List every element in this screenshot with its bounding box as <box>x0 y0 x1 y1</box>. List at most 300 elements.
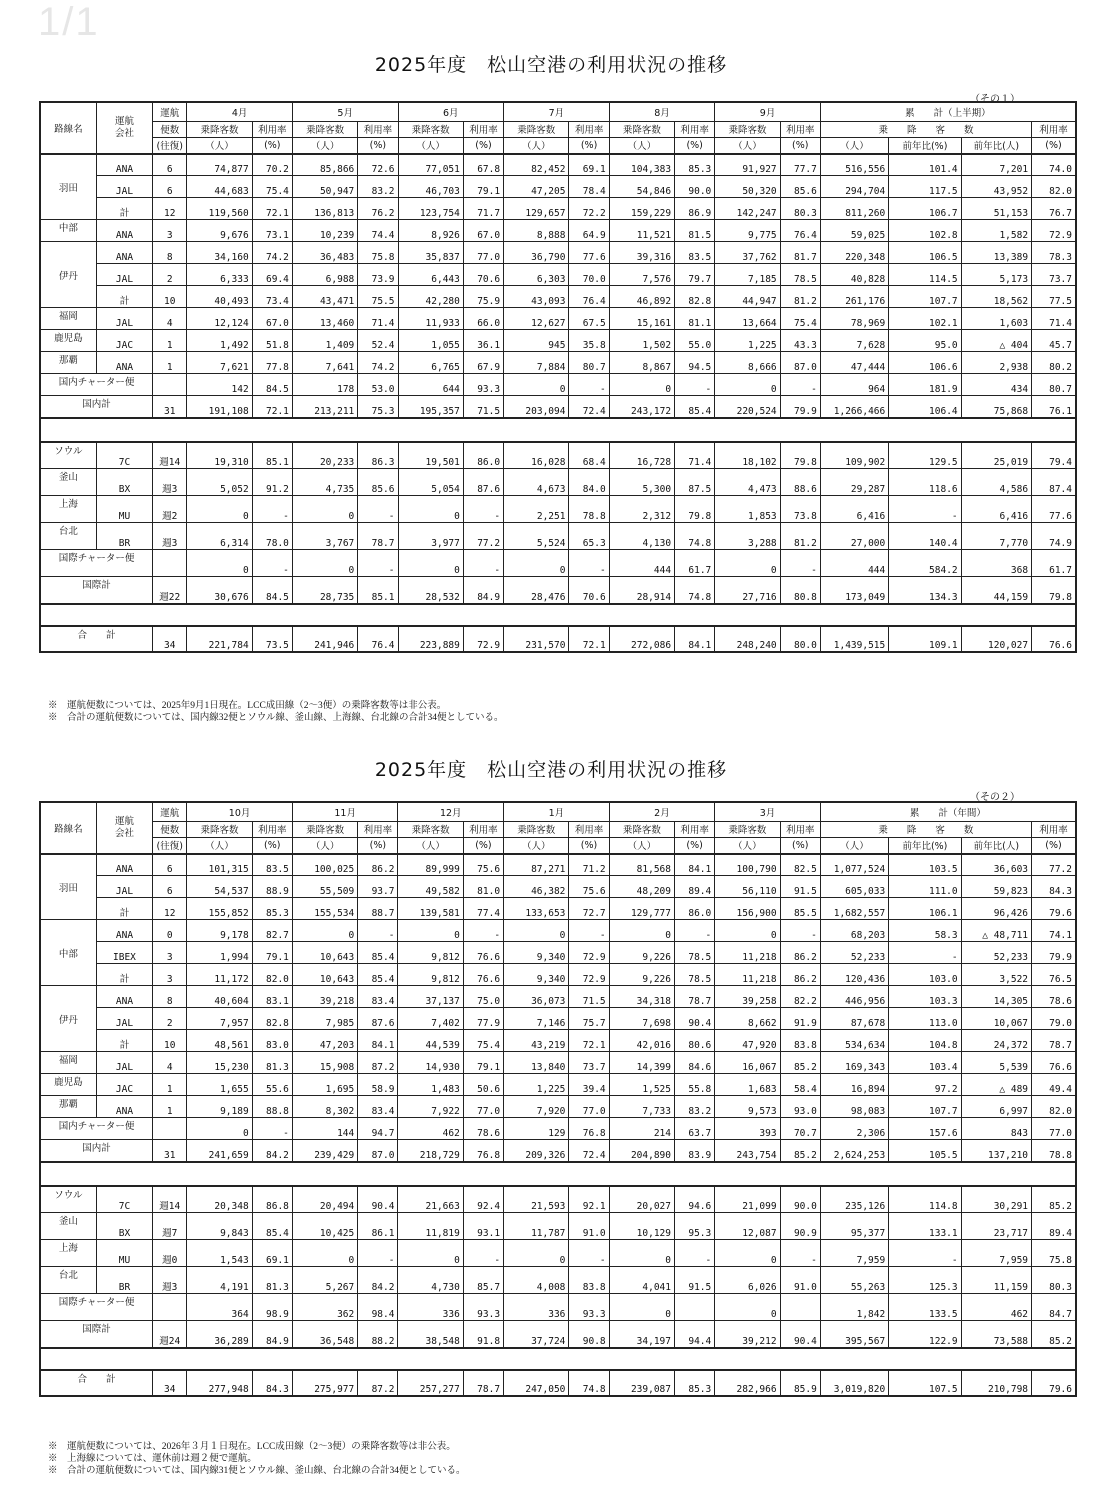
data-cell: 75.6 <box>463 854 503 876</box>
data-cell: 10,643 <box>292 942 357 964</box>
carrier-code: JAC <box>96 330 152 352</box>
carrier-code: JAL <box>96 876 152 898</box>
row-label: 国際計 <box>40 577 153 604</box>
table-row <box>40 469 1076 496</box>
data-cell: 77.0 <box>569 1096 609 1118</box>
data-cell: 9,812 <box>398 942 463 964</box>
header-pax: 乗降客数 <box>609 121 674 137</box>
data-cell: 272,086 <box>609 626 674 652</box>
table-row <box>40 442 1076 469</box>
data-cell: 1,483 <box>398 1074 463 1096</box>
data-cell: 39,316 <box>609 242 674 264</box>
data-cell: 13,840 <box>504 1052 569 1074</box>
carrier-code: ANA <box>96 220 152 242</box>
table-row-dom_charter <box>40 1118 1076 1140</box>
table-row <box>40 176 1076 198</box>
data-cell: 79.9 <box>1032 942 1076 964</box>
data-cell: 395,567 <box>820 1321 888 1348</box>
data-cell: 103.4 <box>889 1052 961 1074</box>
spacer-cell <box>569 1348 609 1370</box>
spacer-cell <box>675 418 715 442</box>
route-name: 中部 <box>40 920 96 986</box>
data-cell: 88.6 <box>780 469 820 496</box>
data-cell: 85.2 <box>1032 1321 1076 1348</box>
data-cell: 47,920 <box>715 1030 780 1052</box>
data-cell: 139,581 <box>398 898 463 920</box>
data-cell: 0 <box>715 550 780 577</box>
data-cell: 49.4 <box>1032 1074 1076 1096</box>
data-cell: 70.6 <box>463 264 503 286</box>
data-cell: 73.8 <box>780 496 820 523</box>
data-cell: 0 <box>609 1240 674 1267</box>
data-cell: 11,819 <box>398 1213 463 1240</box>
header-pax-unit: （人） <box>398 137 463 154</box>
data-cell: 75.4 <box>252 176 292 198</box>
data-cell: 0 <box>398 496 463 523</box>
header-flights-3: (往復) <box>153 837 187 854</box>
header-flights-3: (往復) <box>153 137 187 154</box>
route-name: 那覇 <box>40 352 96 374</box>
data-cell: 79.4 <box>1032 442 1076 469</box>
spacer-cell <box>463 604 503 626</box>
header-pax-unit: （人） <box>292 837 357 854</box>
data-cell: 92.4 <box>463 1186 503 1213</box>
data-cell: - <box>889 942 961 964</box>
data-cell: 13,389 <box>961 242 1031 264</box>
data-cell: 67.9 <box>463 352 503 374</box>
data-cell: 39.4 <box>569 1074 609 1096</box>
data-cell: 243,754 <box>715 1140 780 1162</box>
spacer-cell <box>609 418 674 442</box>
data-cell: 7,201 <box>961 154 1031 176</box>
data-cell: 275,977 <box>292 1370 357 1396</box>
data-cell: 155,534 <box>292 898 357 920</box>
data-cell: 2,624,253 <box>820 1140 888 1162</box>
table-row <box>40 942 1076 964</box>
data-cell: 46,892 <box>609 286 674 308</box>
flight-count: 週24 <box>153 1321 187 1348</box>
header-flights-2: 便数 <box>153 821 187 837</box>
data-cell: 87.2 <box>358 1370 398 1396</box>
data-cell: 74.1 <box>1032 920 1076 942</box>
data-cell: 25,019 <box>961 442 1031 469</box>
data-cell: 85.5 <box>780 898 820 920</box>
data-cell: - <box>569 550 609 577</box>
data-cell: 72.9 <box>463 626 503 652</box>
carrier-code: MU <box>96 1240 152 1267</box>
data-cell: 4,730 <box>398 1267 463 1294</box>
data-cell: 76.8 <box>569 1118 609 1140</box>
data-cell: 6,314 <box>187 523 252 550</box>
data-cell: 34,160 <box>187 242 252 264</box>
data-cell: 36,790 <box>504 242 569 264</box>
carrier-code: JAL <box>96 1052 152 1074</box>
route-name: 福岡 <box>40 308 96 330</box>
data-cell: 38,548 <box>398 1321 463 1348</box>
data-cell: 67.8 <box>463 154 503 176</box>
table-row <box>40 264 1076 286</box>
data-cell: 28,914 <box>609 577 674 604</box>
data-cell: 37,137 <box>398 986 463 1008</box>
header-diff: 前年比(人) <box>961 837 1031 854</box>
carrier-code: BR <box>96 1267 152 1294</box>
data-cell: 0 <box>715 1294 780 1321</box>
data-cell: 85.2 <box>780 1052 820 1074</box>
data-cell: 16,728 <box>609 442 674 469</box>
header-pax-unit: （人） <box>187 837 252 854</box>
data-cell: 7,185 <box>715 264 780 286</box>
data-cell: 103.3 <box>889 986 961 1008</box>
header-month: 12月 <box>398 802 504 821</box>
data-cell: 0 <box>504 374 569 396</box>
data-cell: 74.8 <box>675 523 715 550</box>
data-cell: 1,683 <box>715 1074 780 1096</box>
data-cell: 1,655 <box>187 1074 252 1096</box>
header-cum-pax-unit: （人） <box>820 137 888 154</box>
data-cell: 78.4 <box>569 176 609 198</box>
data-cell: 87,271 <box>504 854 569 876</box>
data-cell: 102.8 <box>889 220 961 242</box>
route-name: 釜山 <box>40 1213 96 1240</box>
data-cell: 90.0 <box>675 176 715 198</box>
spacer-cell <box>609 1162 674 1186</box>
data-cell: 4,191 <box>187 1267 252 1294</box>
data-cell: 72.6 <box>358 154 398 176</box>
route-name: 中部 <box>40 220 96 242</box>
carrier-code: ANA <box>96 242 152 264</box>
data-cell: 80.2 <box>1032 352 1076 374</box>
data-cell: - <box>569 920 609 942</box>
data-cell: 20,348 <box>187 1186 252 1213</box>
data-cell: 79.8 <box>780 442 820 469</box>
data-cell: 7,698 <box>609 1008 674 1030</box>
header-rate-unit: (%) <box>569 137 609 154</box>
table-title: 2025年度 松山空港の利用状況の推移 <box>374 54 728 76</box>
data-cell: 78.6 <box>1032 986 1076 1008</box>
data-cell: - <box>569 374 609 396</box>
spacer-cell <box>1032 418 1076 442</box>
data-cell: 7,733 <box>609 1096 674 1118</box>
data-cell: 220,524 <box>715 396 780 418</box>
header-yoy: 前年比(%) <box>889 837 961 854</box>
carrier-code: JAC <box>96 1074 152 1096</box>
data-cell: 50,320 <box>715 176 780 198</box>
data-cell: 0 <box>609 920 674 942</box>
data-cell: 248,240 <box>715 626 780 652</box>
data-cell: 11,521 <box>609 220 674 242</box>
data-cell: 37,762 <box>715 242 780 264</box>
spacer-cell <box>715 418 780 442</box>
data-cell: 0 <box>292 1240 357 1267</box>
table-row <box>40 1052 1076 1074</box>
data-cell: 59,823 <box>961 876 1031 898</box>
table-row <box>40 920 1076 942</box>
data-cell: 0 <box>187 496 252 523</box>
header-pax: 乗降客数 <box>504 121 569 137</box>
data-cell: 277,948 <box>187 1370 252 1396</box>
table-row <box>40 964 1076 986</box>
data-cell: 159,229 <box>609 198 674 220</box>
data-cell: 4,473 <box>715 469 780 496</box>
flight-count: 3 <box>153 220 187 242</box>
data-cell: 97.2 <box>889 1074 961 1096</box>
data-cell: 71.2 <box>569 854 609 876</box>
data-cell: 100,025 <box>292 854 357 876</box>
data-cell: 76.4 <box>358 626 398 652</box>
data-cell: 8,888 <box>504 220 569 242</box>
data-cell: 42,016 <box>609 1030 674 1052</box>
data-cell: 11,933 <box>398 308 463 330</box>
data-cell: 195,357 <box>398 396 463 418</box>
header-carrier: 運航 会社 <box>96 802 152 854</box>
data-cell: 125.3 <box>889 1267 961 1294</box>
table-row-dom_total <box>40 1140 1076 1162</box>
data-cell: 0 <box>609 374 674 396</box>
spacer-cell <box>292 1162 357 1186</box>
data-cell: 50.6 <box>463 1074 503 1096</box>
data-cell: 364 <box>187 1294 252 1321</box>
data-cell: 47,444 <box>820 352 888 374</box>
data-cell: △ 48,711 <box>961 920 1031 942</box>
data-cell: - <box>569 1240 609 1267</box>
carrier-code: ANA <box>96 920 152 942</box>
data-cell: 76.4 <box>780 220 820 242</box>
flight-count: 週3 <box>153 523 187 550</box>
data-cell: 90.4 <box>358 1186 398 1213</box>
data-cell: 82.0 <box>1032 176 1076 198</box>
data-cell: 43,952 <box>961 176 1031 198</box>
table-row-intl_charter <box>40 1294 1076 1321</box>
spacer-cell <box>820 1162 888 1186</box>
data-cell: 24,372 <box>961 1030 1031 1052</box>
data-cell: 84.1 <box>675 854 715 876</box>
data-cell: 191,108 <box>187 396 252 418</box>
data-cell: 44,159 <box>961 577 1031 604</box>
data-cell: 111.0 <box>889 876 961 898</box>
header-cum-pax: 乗 降 客 数 <box>820 821 1031 837</box>
spacer-cell <box>961 1348 1031 1370</box>
header-rate: 利用率 <box>252 121 292 137</box>
data-cell: 74.0 <box>1032 154 1076 176</box>
data-cell: 21,663 <box>398 1186 463 1213</box>
data-cell: 72.4 <box>569 1140 609 1162</box>
header-rate: 利用率 <box>463 821 503 837</box>
data-cell: 101,315 <box>187 854 252 876</box>
flight-count: 3 <box>153 942 187 964</box>
data-cell: 76.1 <box>1032 396 1076 418</box>
traffic-table <box>39 801 1077 1397</box>
data-cell: 84.7 <box>1032 1294 1076 1321</box>
data-cell: 94.6 <box>675 1186 715 1213</box>
data-cell: 35,837 <box>398 242 463 264</box>
data-cell: 9,340 <box>504 964 569 986</box>
data-cell: 84.9 <box>252 1321 292 1348</box>
data-cell: 67.0 <box>463 220 503 242</box>
flight-count: 週14 <box>153 442 187 469</box>
data-cell: 84.9 <box>463 577 503 604</box>
data-cell: 0 <box>715 1240 780 1267</box>
header-rate-unit: (%) <box>463 137 503 154</box>
data-cell: 80.0 <box>780 626 820 652</box>
data-cell: 294,704 <box>820 176 888 198</box>
route-name: 上海 <box>40 1240 96 1267</box>
data-cell: 9,226 <box>609 942 674 964</box>
flight-count: 34 <box>153 626 187 652</box>
data-cell: - <box>463 496 503 523</box>
header-rate-unit: (%) <box>358 137 398 154</box>
table-row <box>40 1186 1076 1213</box>
data-cell: 77.8 <box>252 352 292 374</box>
data-cell: 75.8 <box>358 242 398 264</box>
data-cell: 129.5 <box>889 442 961 469</box>
data-cell: 71.5 <box>463 396 503 418</box>
flight-count: 週7 <box>153 1213 187 1240</box>
row-label: 合 計 <box>40 626 153 652</box>
data-cell: 8,302 <box>292 1096 357 1118</box>
header-cumulative: 累 計（上半期） <box>820 102 1076 121</box>
data-cell: 76.5 <box>1032 964 1076 986</box>
table-row <box>40 198 1076 220</box>
data-cell: 204,890 <box>609 1140 674 1162</box>
header-rate-unit: (%) <box>675 137 715 154</box>
data-cell: 85.2 <box>1032 1186 1076 1213</box>
header-month: 1月 <box>504 802 610 821</box>
carrier-code: 計 <box>96 198 152 220</box>
spacer-row <box>40 1162 1076 1186</box>
data-cell <box>780 1294 820 1321</box>
header-pax-unit: （人） <box>609 837 674 854</box>
header-cum-rate: 利用率 <box>1032 821 1076 837</box>
spacer-cell <box>889 418 961 442</box>
data-cell: 12,627 <box>504 308 569 330</box>
data-cell: 1,603 <box>961 308 1031 330</box>
flight-count: 8 <box>153 986 187 1008</box>
carrier-code: 7C <box>96 442 152 469</box>
data-cell: 11,159 <box>961 1267 1031 1294</box>
spacer-cell <box>504 1348 569 1370</box>
header-cum-rate-unit: (%) <box>1032 837 1076 854</box>
spacer-cell <box>292 418 357 442</box>
data-cell: 76.2 <box>358 198 398 220</box>
header-pax-unit: （人） <box>609 137 674 154</box>
data-cell: 27,000 <box>820 523 888 550</box>
spacer-cell <box>1032 1162 1076 1186</box>
data-cell: 86.2 <box>780 942 820 964</box>
route-name: 鹿児島 <box>40 1074 96 1096</box>
data-cell: 10,643 <box>292 964 357 986</box>
data-cell: 69.1 <box>569 154 609 176</box>
data-cell: 55.8 <box>675 1074 715 1096</box>
data-cell: 23,717 <box>961 1213 1031 1240</box>
spacer-cell <box>398 1348 463 1370</box>
data-cell: 103.0 <box>889 964 961 986</box>
header-month: 10月 <box>187 802 293 821</box>
data-cell: 247,050 <box>504 1370 569 1396</box>
header-pax-unit: （人） <box>715 137 780 154</box>
header-rate-unit: (%) <box>569 837 609 854</box>
spacer-cell <box>961 418 1031 442</box>
spacer-cell <box>889 604 961 626</box>
data-cell: 446,956 <box>820 986 888 1008</box>
data-cell: - <box>780 920 820 942</box>
header-rate-unit: (%) <box>252 137 292 154</box>
data-cell: 0 <box>398 920 463 942</box>
data-cell: 18,102 <box>715 442 780 469</box>
data-cell: 79.1 <box>463 176 503 198</box>
data-cell: 4,130 <box>609 523 674 550</box>
data-cell: 2,251 <box>504 496 569 523</box>
data-cell: 28,476 <box>504 577 569 604</box>
table-row <box>40 330 1076 352</box>
header-rate: 利用率 <box>675 821 715 837</box>
data-cell: 19,310 <box>187 442 252 469</box>
data-cell: 91.9 <box>780 1008 820 1030</box>
data-cell: 83.4 <box>358 986 398 1008</box>
data-cell: 61.7 <box>675 550 715 577</box>
data-cell: 89.4 <box>1032 1213 1076 1240</box>
data-cell: 7,959 <box>820 1240 888 1267</box>
data-cell: 70.2 <box>252 154 292 176</box>
data-cell: 91,927 <box>715 154 780 176</box>
data-cell: 36,073 <box>504 986 569 1008</box>
spacer-cell <box>961 604 1031 626</box>
data-cell: 83.5 <box>675 242 715 264</box>
route-name: 伊丹 <box>40 242 96 308</box>
data-cell: 82,452 <box>504 154 569 176</box>
carrier-code: ANA <box>96 154 152 176</box>
data-cell: 10,067 <box>961 1008 1031 1030</box>
header-flights: 運航 <box>153 102 187 121</box>
data-cell: 81.1 <box>675 308 715 330</box>
data-cell: 156,900 <box>715 898 780 920</box>
header-rate-unit: (%) <box>252 837 292 854</box>
data-cell: 88.7 <box>358 898 398 920</box>
spacer-cell <box>569 1162 609 1186</box>
data-cell: 5,173 <box>961 264 1031 286</box>
data-cell: 516,556 <box>820 154 888 176</box>
data-cell: 40,828 <box>820 264 888 286</box>
data-cell: 91.0 <box>780 1267 820 1294</box>
data-cell: 96,426 <box>961 898 1031 920</box>
table-row <box>40 1030 1076 1052</box>
data-cell: 0 <box>398 1240 463 1267</box>
spacer-cell <box>153 1162 187 1186</box>
header-flights: 運航 <box>153 802 187 821</box>
carrier-code: 計 <box>96 1030 152 1052</box>
data-cell: 47,203 <box>292 1030 357 1052</box>
data-cell: 178 <box>292 374 357 396</box>
data-cell: 72.9 <box>569 964 609 986</box>
data-cell: 65.3 <box>569 523 609 550</box>
spacer-cell <box>187 418 252 442</box>
data-cell: 87.4 <box>1032 469 1076 496</box>
data-cell: 137,210 <box>961 1140 1031 1162</box>
header-pax-unit: （人） <box>292 137 357 154</box>
spacer-cell <box>358 1162 398 1186</box>
data-cell: 140.4 <box>889 523 961 550</box>
route-name: 伊丹 <box>40 986 96 1052</box>
data-cell: 78.5 <box>675 964 715 986</box>
data-cell: 106.1 <box>889 898 961 920</box>
data-cell: 98.9 <box>252 1294 292 1321</box>
data-cell: 71.5 <box>569 986 609 1008</box>
flight-count: 10 <box>153 286 187 308</box>
flight-count: 34 <box>153 1370 187 1396</box>
data-cell: 93.7 <box>358 876 398 898</box>
table-row-intl_total <box>40 1321 1076 1348</box>
data-cell: 61.7 <box>1032 550 1076 577</box>
data-cell: 78.5 <box>675 942 715 964</box>
